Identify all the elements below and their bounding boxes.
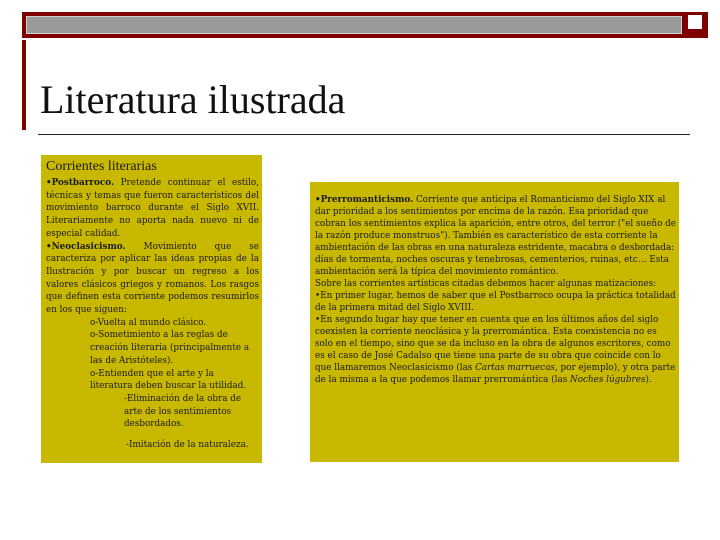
matizaciones-intro: Sobre las corrientes artísticas citadas debemos hacer algunas matizaciones:: [315, 279, 657, 289]
work-title-noches: Noches lúgubres: [570, 375, 646, 385]
header-bar: [22, 12, 708, 38]
right-text-panel: [310, 182, 679, 462]
neoclasicismo-text: Movimiento que se caracteriza por aplicar las ideas propias de la Ilustración y por buscar un regreso a los valores clásicos griegos y romanos. Los rasgos que definen esta corriente podemos resumirlos en los que siguen:: [46, 241, 259, 316]
panel-heading: Corrientes literarias: [46, 159, 157, 174]
prerromanticismo-term: •Prerromanticismo.: [315, 195, 414, 205]
postbarroco-text: Pretende continuar el estilo, técnicas y temas que fueron característicos del movimiento barroco durante el Siglo XVII. Literariamente no aporta nada nuevo ni de especial calidad.: [46, 178, 259, 239]
prerromanticismo-paragraph: [315, 194, 676, 278]
segundo-lugar-text-3: ).: [645, 375, 652, 385]
sub-list-item: -Eliminación de la obra de arte de los sentimientos desbordados.: [124, 393, 242, 430]
segundo-lugar-paragraph: [315, 314, 676, 386]
left-text-panel: [41, 155, 262, 463]
work-title-cartas: Cartas marruecas: [475, 363, 555, 373]
corner-square-icon: [687, 14, 703, 30]
side-accent-stripe: [22, 40, 26, 130]
neoclasicismo-paragraph: [46, 241, 259, 317]
list-item: o-Sometimiento a las reglas de creación literaria (principalmente a las de Aristóteles).: [90, 330, 250, 366]
list-item-last: -Imitación de la naturaleza.: [126, 440, 249, 451]
title-divider: [38, 134, 690, 135]
header-bar-inner: [26, 16, 682, 34]
postbarroco-term: •Postbarroco.: [46, 178, 115, 188]
neoclasicismo-term: •Neoclasicismo.: [46, 241, 126, 252]
segundo-lugar-text-2: , por ejemplo), y otra parte de la misma a la que podemos llamar prerromántica (las: [315, 363, 676, 385]
slide-title: Literatura ilustrada: [40, 77, 346, 122]
list-item: o-Vuelta al mundo clásico.: [90, 317, 207, 328]
segundo-lugar-text: •En segundo lugar hay que tener en cuenta que en los últimos años del siglo coexisten la corriente neoclásica y la prerromántica. Esta coexistencia no es solo en el tiempo, sino que se da incluso en la obra de algunos escritores, como es el caso de José Cadalso que tiene una parte de su obra que coincide con lo que llamaremos Neoclasicismo (las: [315, 315, 671, 373]
list-item: o-Entienden que el arte y la literatura deben buscar la utilidad.: [90, 368, 247, 392]
primer-lugar-paragraph: •En primer lugar, hemos de saber que el Postbarroco ocupa la práctica totalidad de la primera mitad del Siglo XVIII.: [315, 291, 676, 313]
prerromanticismo-text: Corriente que anticipa el Romanticismo del Siglo XIX al dar prioridad a los sentimientos por encima de la razón. Esa prioridad que cobran los sentimientos explica la aparición, entre otros, del terror ("el sueño de la razón produce monstruos"). También es característico de esta corriente la ambientación de las obras en una naturaleza estridente, macabra o desbordada: días de tormenta, noches oscuras y tenebrosas, cementerios, ruinas, etc… Esta ambientación será la típica del movimiento romántico.: [315, 195, 676, 277]
postbarroco-paragraph: [46, 177, 259, 241]
